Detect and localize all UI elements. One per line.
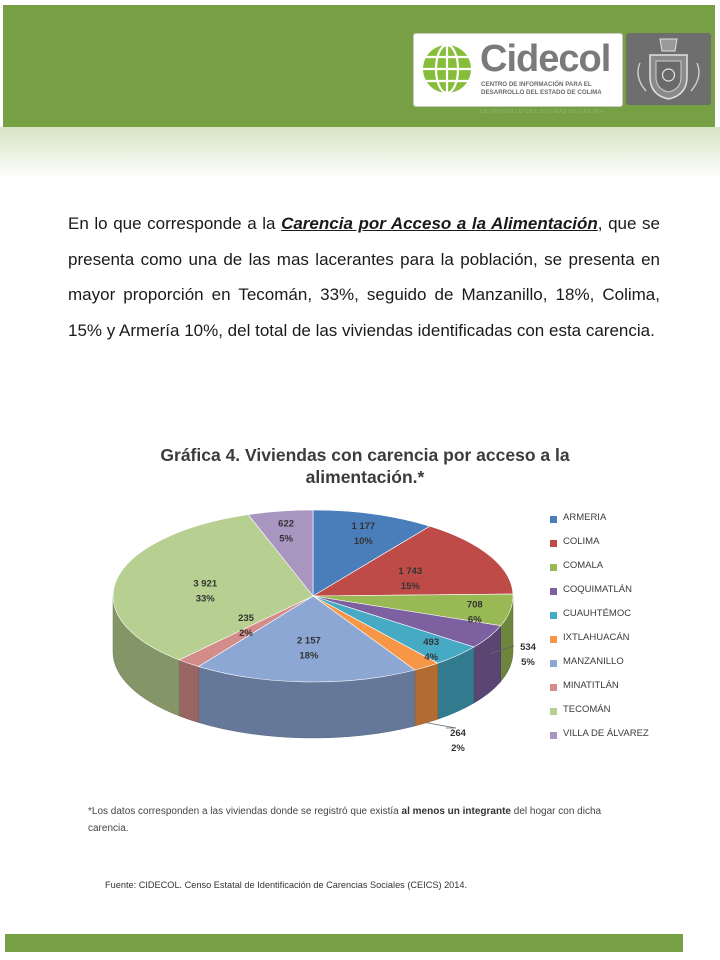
- footnote-bold: al menos un integrante: [401, 806, 511, 817]
- logo-reflection: DESARROLLO DEL ESTADO DE COLIMA: [480, 109, 604, 115]
- legend-swatch: [550, 708, 557, 715]
- legend-label: MANZANILLO: [563, 656, 624, 667]
- data-label-value: 3 921: [193, 578, 218, 590]
- data-label-percent: 2%: [239, 628, 253, 639]
- data-label-value: 708: [466, 599, 483, 611]
- data-label-percent: 5%: [279, 533, 293, 545]
- paragraph-prefix: En lo que corresponde a la: [68, 214, 282, 233]
- data-label-value: 1 743: [398, 565, 423, 577]
- footnote-part1: *Los datos corresponden a las viviendas donde se registró que existía: [88, 806, 402, 817]
- legend-label: ARMERIA: [563, 512, 607, 523]
- data-label-value: 534: [520, 642, 536, 653]
- data-label-value: 235: [238, 613, 254, 624]
- legend-swatch: [550, 636, 557, 643]
- data-label-percent: 33%: [195, 593, 215, 605]
- data-label-percent: 18%: [299, 650, 319, 662]
- legend-swatch: [550, 540, 557, 547]
- data-label-value: 2 157: [296, 635, 321, 647]
- logo-subtitle: CENTRO DE INFORMACIÓN PARA EL DESARROLLO DEL ESTADO DE COLIMA: [481, 81, 602, 96]
- paragraph-suffix: , que se presenta como una de las mas lacerantes para la población, se presenta en mayor proporción en Tecomán, 33%, seguido de Manzanillo, 18%, Colima, 15% y Armería 10%, del total de las viviendas identificadas con esta carencia.: [68, 214, 660, 340]
- legend-swatch: [550, 732, 557, 739]
- chart-title: Gráfica 4. Viviendas con carencia por acceso a la alimentación.*: [160, 445, 570, 487]
- legend-label: TECOMÁN: [563, 704, 611, 715]
- data-label-percent: 10%: [353, 535, 373, 547]
- legend-swatch: [550, 684, 557, 691]
- data-label-percent: 5%: [521, 657, 535, 668]
- data-label-percent: 15%: [400, 580, 420, 592]
- legend-label: IXTLAHUACÁN: [563, 632, 630, 643]
- legend-label: VILLA DE ÁLVAREZ: [563, 728, 649, 739]
- source-note: Fuente: CIDECOL. Censo Estatal de Identificación de Carencias Sociales (CEICS) 2014.: [105, 880, 468, 890]
- data-label-value: 1 177: [351, 520, 376, 532]
- logo-brand: Cidecol: [480, 38, 611, 80]
- legend-swatch: [550, 516, 557, 523]
- pie-side-ixtlahuacán: [415, 663, 438, 726]
- data-label-percent: 6%: [467, 614, 482, 626]
- pie-side-minatitlán: [179, 660, 198, 723]
- footnote-part2: del hogar con dicha carencia.: [88, 806, 602, 834]
- data-label-value: 622: [278, 518, 295, 530]
- chart-footnote: [88, 803, 628, 837]
- legend-swatch: [550, 612, 557, 619]
- legend-swatch: [550, 564, 557, 571]
- legend-swatch: [550, 660, 557, 667]
- data-label-percent: 2%: [451, 743, 465, 754]
- data-label-value: 264: [450, 728, 466, 739]
- data-label-value: 493: [423, 636, 440, 648]
- legend-label: CUAUHTÉMOC: [563, 608, 632, 619]
- legend-label: COMALA: [563, 560, 604, 571]
- data-label-percent: 4%: [424, 651, 439, 663]
- legend-label: COQUIMATLÁN: [563, 584, 632, 595]
- footer-bar: [5, 934, 683, 952]
- legend-label: COLIMA: [563, 536, 600, 547]
- paragraph-emphasis: Carencia por Acceso a la Alimentación: [281, 214, 598, 233]
- legend-label: MINATITLÁN: [563, 680, 619, 691]
- legend-swatch: [550, 588, 557, 595]
